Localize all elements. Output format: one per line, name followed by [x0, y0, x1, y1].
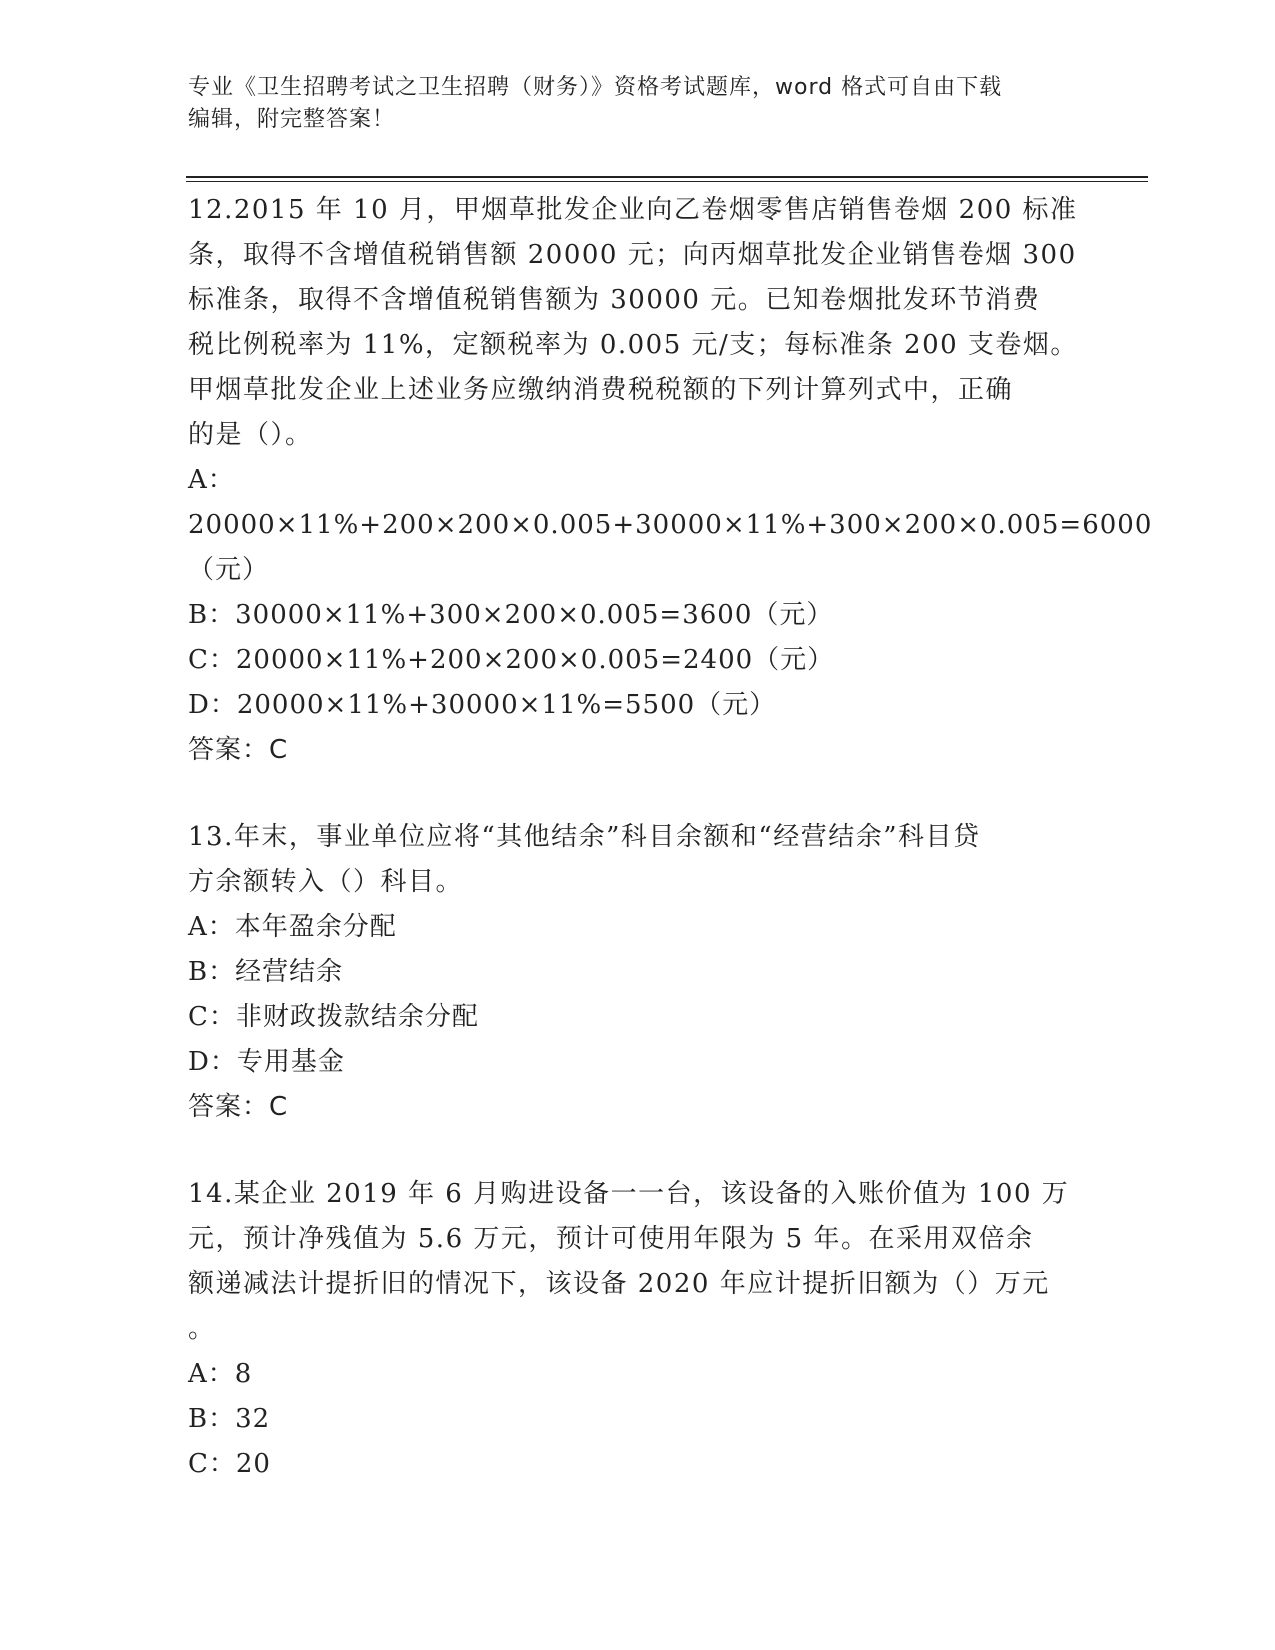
option-b: B：30000×11%+300×200×0.005=3600（元） — [188, 600, 834, 630]
option-a: A：20000×11%+200×200×0.005+30000×11%+300×200×0.005=6000 — [188, 465, 1153, 540]
header-line-1: 专业《卫生招聘考试之卫生招聘（财务）》资格考试题库，word 格式可自由下载 — [188, 75, 1003, 100]
answer-text: 答案：C — [188, 1092, 289, 1122]
question-stem — [188, 1172, 1088, 1352]
answer-text: 答案：C — [188, 735, 289, 765]
question-stem — [188, 815, 1088, 905]
stem-line: 的是（）。 — [188, 420, 313, 450]
stem-line: 12.2015 年 10 月，甲烟草批发企业向乙卷烟零售店销售卷烟 200 标准 — [188, 195, 1078, 225]
header-divider-thin — [186, 181, 1148, 182]
stem-line: 。 — [188, 1314, 216, 1344]
document-header — [188, 72, 1088, 136]
question-14 — [188, 1172, 1088, 1487]
header-divider-thick — [186, 176, 1148, 178]
option-a-continued: （元） — [188, 555, 270, 585]
stem-line: 标准条，取得不含增值税销售额为 30000 元。已知卷烟批发环节消费 — [188, 285, 1041, 315]
option-a: A：8 — [188, 1359, 253, 1389]
option-d: D：20000×11%+30000×11%=5500（元） — [188, 690, 777, 720]
stem-line: 14.某企业 2019 年 6 月购进设备一一台，该设备的入账价值为 100 万 — [188, 1179, 1070, 1209]
question-12 — [188, 188, 1153, 773]
option-d: D：专用基金 — [188, 1047, 345, 1077]
option-a: A：本年盈余分配 — [188, 912, 397, 942]
stem-line: 元，预计净残值为 5.6 万元，预计可使用年限为 5 年。在采用双倍余 — [188, 1224, 1034, 1254]
stem-line: 额递减法计提折旧的情况下，该设备 2020 年应计提折旧额为（）万元 — [188, 1269, 1050, 1299]
option-c: C：非财政拨款结余分配 — [188, 1002, 479, 1032]
question-13 — [188, 815, 1088, 1130]
stem-line: 税比例税率为 11%，定额税率为 0.005 元/支；每标准条 200 支卷烟。 — [188, 330, 1078, 360]
header-line-2: 编辑，附完整答案！ — [188, 107, 396, 132]
stem-line: 13.年末，事业单位应将“其他结余”科目余额和“经营结余”科目贷 — [188, 822, 981, 852]
option-b: B：32 — [188, 1404, 271, 1434]
option-b: B：经营结余 — [188, 957, 344, 987]
option-c: C：20000×11%+200×200×0.005=2400（元） — [188, 645, 835, 675]
stem-line: 方余额转入（）科目。 — [188, 867, 464, 897]
question-stem — [188, 188, 1088, 458]
option-c: C：20 — [188, 1449, 271, 1479]
stem-line: 条，取得不含增值税销售额 20000 元；向丙烟草批发企业销售卷烟 300 — [188, 240, 1077, 270]
question-list — [188, 188, 1153, 1529]
stem-line: 甲烟草批发企业上述业务应缴纳消费税税额的下列计算列式中，正确 — [188, 375, 1014, 405]
